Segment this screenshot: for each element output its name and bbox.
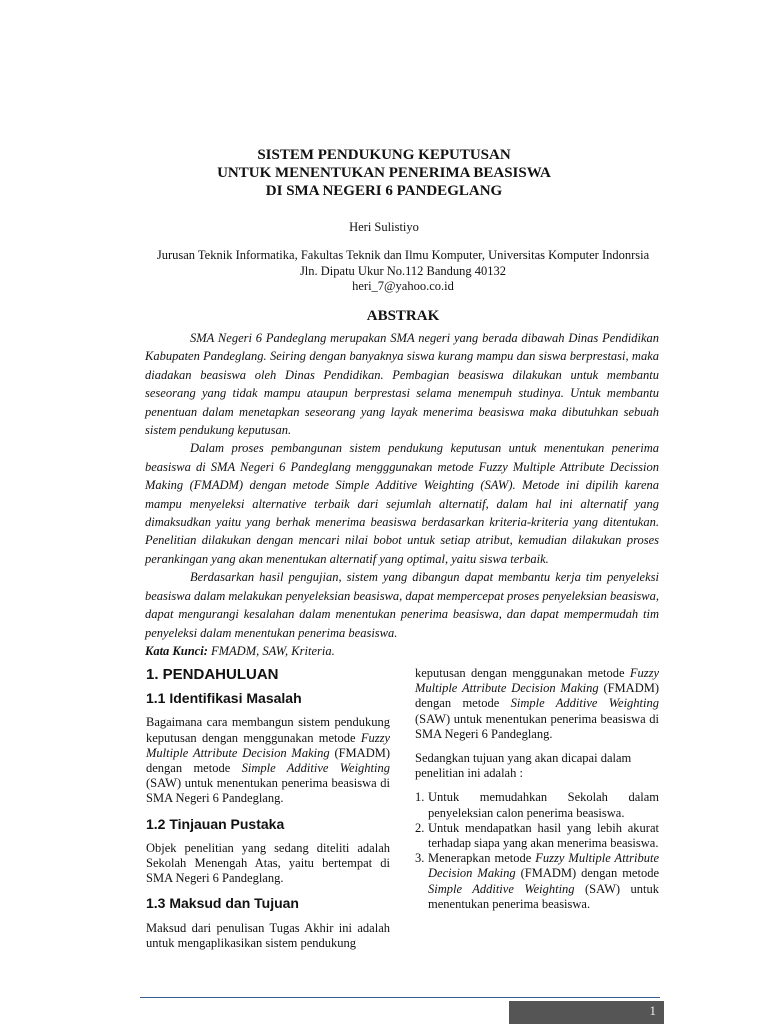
keywords-label: Kata Kunci: bbox=[145, 643, 208, 658]
italic-term: Fuzzy Multiple Attribute Decision Making bbox=[415, 666, 659, 696]
list-item-text: Untuk memudahkan Sekolah dalam penyeleksian calon penerima beasiswa. bbox=[428, 790, 659, 820]
italic-term: Simple Additive Weighting bbox=[510, 696, 659, 711]
text-run: (FMADM) dengan metode bbox=[146, 745, 390, 776]
author-name: Heri Sulistiyo bbox=[349, 220, 419, 234]
list-item bbox=[415, 790, 659, 820]
text-run: (SAW) untuk menentukan penerima beasiswa di SMA Negeri 6 Pandeglang. bbox=[415, 711, 659, 741]
paragraph-maksud-continued bbox=[415, 666, 659, 742]
keywords-list: FMADM, SAW, Kriteria. bbox=[207, 643, 335, 658]
text-run: (FMADM) dengan metode bbox=[415, 681, 659, 711]
affiliation-address: Jln. Dipatu Ukur No.112 Bandung 40132 bbox=[299, 263, 507, 278]
paragraph-identifikasi bbox=[146, 715, 390, 806]
list-item bbox=[415, 851, 659, 912]
italic-term: Fuzzy Multiple Attribute Decision Making bbox=[428, 851, 659, 881]
paragraph-goals-intro: Sedangkan tujuan yang akan dicapai dalam penelitian ini adalah : bbox=[415, 751, 632, 781]
paragraph-tinjauan: Objek penelitian yang sedang diteliti adalah Sekolah Menengah Atas, yaitu bertempat di SMA Negeri 6 Pandeglang. bbox=[146, 840, 390, 886]
abstract-paragraph-1: SMA Negeri 6 Pandeglang merupakan SMA negeri yang berada dibawah Dinas Pendidikan Kabupaten Pandeglang. Seiring dengan banyaknya siswa kurang mampu dan siswa berprestasi, maka diadakan beasiswa oleh Dinas Pendidikan. Pembagian beasiswa dilakukan untuk membantu seseorang yang tidak mampu ataupun berprestasi selama menempuh studinya. Untuk membantu penentuan dalam menetapkan seseorang yang layak menerima beasiswa maka dibutuhkan sebuah sistem pendukung keputusan. bbox=[145, 331, 659, 438]
paper-title bbox=[0, 146, 768, 200]
right-column bbox=[415, 666, 659, 912]
italic-term: Fuzzy Multiple Attribute Decision Making bbox=[146, 730, 390, 760]
subsection-heading-tinjauan: 1.2 Tinjauan Pustaka bbox=[146, 815, 285, 832]
footer-rule bbox=[140, 997, 660, 998]
section-heading-pendahuluan: 1. PENDAHULUAN bbox=[146, 666, 279, 683]
goals-list bbox=[415, 790, 659, 912]
page-number-box bbox=[509, 1001, 664, 1024]
abstract-paragraph-2: Dalam proses pembangunan sistem pendukung keputusan untuk menentukan penerima beasiswa di SMA Negeri 6 Pandeglang mengggunakan metode Fuzzy Multiple Attribute Decission Making (FMADM) dengan metode Simple Additive Weighting (SAW). Metode ini dipilih karena mampu menyeleksi alternative terbaik dari sejumlah alternatif, dalam hal ini alternatif yang dimaksudkan yaitu yang berhak menerima beasiswa berdasarkan kriteria-kriteria yang ditentukan. Penelitian dilakukan dengan mencari nilai bobot untuk setiap atribut, kemudian dilakukan proses perankingan yang akan menentukan alternatif yang optimal, yaitu siswa terbaik. bbox=[145, 441, 659, 566]
paragraph-maksud: Maksud dari penulisan Tugas Akhir ini adalah untuk mengaplikasikan sistem pendukung bbox=[146, 920, 390, 950]
list-number: 2. bbox=[415, 820, 425, 835]
title-line-3: DI SMA NEGERI 6 PANDEGLANG bbox=[265, 183, 503, 199]
text-run: (FMADM) dengan metode bbox=[515, 866, 659, 881]
title-line-2: UNTUK MENENTUKAN PENERIMA BEASISWA bbox=[217, 165, 551, 181]
abstract-body bbox=[145, 329, 659, 660]
text-run: Menerapkan metode bbox=[428, 851, 536, 866]
page-number: 1 bbox=[649, 1003, 656, 1018]
list-number: 3. bbox=[415, 851, 425, 866]
affiliation-email: heri_7@yahoo.co.id bbox=[352, 279, 454, 293]
title-line-1: SISTEM PENDUKUNG KEPUTUSAN bbox=[257, 147, 511, 163]
left-column bbox=[146, 664, 390, 960]
keywords bbox=[145, 642, 659, 660]
list-item-text: Untuk mendapatkan hasil yang lebih akurat terhadap siapa yang akan menerima beasiswa. bbox=[428, 820, 659, 851]
italic-term: Simple Additive Weighting bbox=[241, 761, 390, 776]
text-run: (SAW) untuk menentukan penerima beasiswa di SMA Negeri 6 Pandeglang. bbox=[146, 776, 390, 806]
subsection-heading-maksud: 1.3 Maksud dan Tujuan bbox=[146, 895, 299, 912]
affiliation-line-1: Jurusan Teknik Informatika, Fakultas Teknik dan Ilmu Komputer, Universitas Komputer Indonrsia bbox=[156, 248, 650, 262]
abstract-heading: ABSTRAK bbox=[366, 308, 440, 324]
text-run: keputusan dengan menggunakan metode bbox=[415, 666, 630, 680]
text-run: Bagaimana cara membangun sistem pendukung keputusan dengan menggunakan metode bbox=[146, 715, 390, 745]
subsection-heading-identifikasi: 1.1 Identifikasi Masalah bbox=[146, 690, 302, 707]
italic-term: Simple Additive Weighting bbox=[428, 881, 575, 896]
text-run: (SAW) untuk menentukan penerima beasiswa. bbox=[428, 881, 659, 911]
list-number: 1. bbox=[415, 790, 425, 805]
affiliation bbox=[0, 248, 768, 295]
list-item bbox=[415, 821, 659, 851]
abstract-paragraph-3: Berdasarkan hasil pengujian, sistem yang dibangun dapat membantu kerja tim penyeleksi beasiswa dalam melakukan penyeleksian beasiswa, dapat mempercepat proses penyeleksian beasiswa, dapat mengurangi kesalahan dalam menentukan penerima beasiswa, dan dapat mempermudah tim penyeleksi dalam menentukan penerima beasiswa. bbox=[145, 570, 659, 640]
